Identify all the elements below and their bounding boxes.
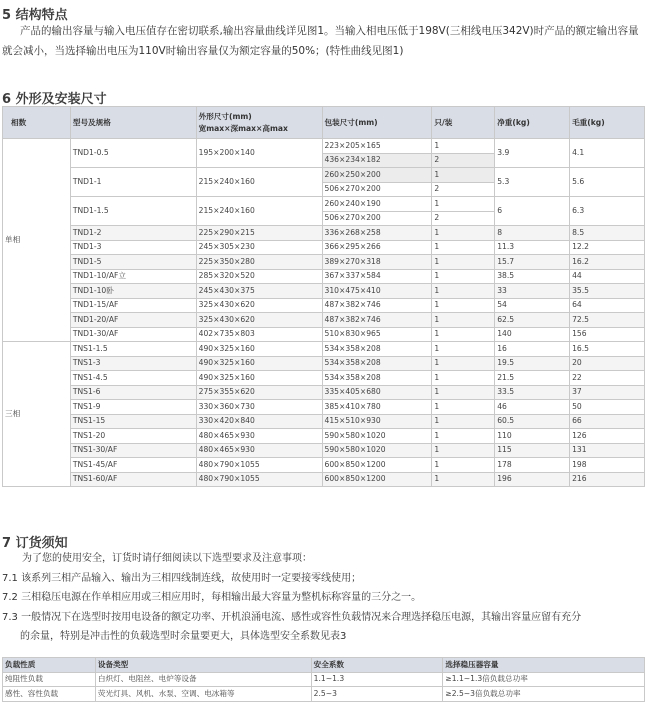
pack-cell: 590×580×1020 [322, 429, 432, 444]
pack-cell: 487×382×746 [322, 298, 432, 313]
dims-cell: 325×430×620 [196, 313, 322, 328]
dims-cell: 490×325×160 [196, 371, 322, 386]
qty-cell: 1 [432, 400, 495, 415]
model-cell: TND1-5 [70, 255, 196, 270]
net-cell: 38.5 [495, 269, 570, 284]
model-cell: TNS1-15 [70, 414, 196, 429]
section-5-title: 5 结构特点 [2, 8, 68, 23]
order-intro: 为了您的使用安全，订货时请仔细阅读以下选型要求及注意事项： [22, 553, 312, 564]
net-cell: 60.5 [495, 414, 570, 429]
gross-cell: 64 [570, 298, 645, 313]
safety-header-row [3, 658, 645, 673]
gross-cell: 20 [570, 356, 645, 371]
dims-cell: 330×420×840 [196, 414, 322, 429]
gross-cell: 35.5 [570, 284, 645, 299]
safety-row [3, 672, 645, 687]
net-cell: 196 [495, 472, 570, 487]
table-row [3, 400, 645, 415]
safety-cell: 纯阻性负载 [3, 672, 96, 687]
table-row [3, 443, 645, 458]
dims-cell: 480×465×930 [196, 429, 322, 444]
model-cell: TND1-10卧 [70, 284, 196, 299]
qty-cell: 2 [432, 182, 495, 197]
table-row [3, 458, 645, 473]
net-cell: 19.5 [495, 356, 570, 371]
pack-cell: 436×234×182 [322, 153, 432, 168]
table-row [3, 197, 645, 212]
pack-cell: 335×405×680 [322, 385, 432, 400]
table-row [3, 284, 645, 299]
qty-cell: 1 [432, 458, 495, 473]
dims-cell: 245×430×375 [196, 284, 322, 299]
model-cell: TND1-15/AF [70, 298, 196, 313]
safety-header-load: 负载性质 [3, 658, 96, 673]
qty-cell: 1 [432, 342, 495, 357]
model-cell: TNS1-6 [70, 385, 196, 400]
qty-cell: 1 [432, 197, 495, 212]
table-row [3, 385, 645, 400]
gross-cell: 72.5 [570, 313, 645, 328]
model-cell: TND1-30/AF [70, 327, 196, 342]
net-cell: 33.5 [495, 385, 570, 400]
header-pack: 包装尺寸(mm) [322, 107, 432, 139]
table-row [3, 240, 645, 255]
net-cell: 3.9 [495, 139, 570, 168]
net-cell: 21.5 [495, 371, 570, 386]
phase-cell: 三相 [3, 342, 71, 487]
table-row [3, 168, 645, 183]
model-cell: TNS1-9 [70, 400, 196, 415]
section-5-text: 产品的输出容量与输入电压值存在密切联系,输出容量曲线详见图1。当输入相电压低于198V(三相线电压342V)时产品的额定输出容量就会减小，当选择输出电压为110V时输出容量仅为额定容量的50%；(特性曲线见图1) [2, 25, 639, 57]
safety-cell: 感性、容性负载 [3, 687, 96, 702]
header-model: 型号及规格 [70, 107, 196, 139]
table-row [3, 255, 645, 270]
model-cell: TNS1-30/AF [70, 443, 196, 458]
pack-cell: 534×358×208 [322, 371, 432, 386]
section-6-title: 6 外形及安装尺寸 [2, 92, 107, 107]
pack-cell: 260×240×190 [322, 197, 432, 212]
header-dims-line2: 宽max×深max×高max [198, 123, 288, 133]
section-5-paragraph [2, 21, 642, 61]
dims-cell: 480×465×930 [196, 443, 322, 458]
model-cell: TND1-1 [70, 168, 196, 197]
dims-cell: 225×290×215 [196, 226, 322, 241]
qty-cell: 1 [432, 472, 495, 487]
safety-row [3, 687, 645, 702]
gross-cell: 156 [570, 327, 645, 342]
net-cell: 33 [495, 284, 570, 299]
qty-cell: 1 [432, 168, 495, 183]
pack-cell: 223×205×165 [322, 139, 432, 154]
pack-cell: 506×270×200 [322, 182, 432, 197]
qty-cell: 1 [432, 385, 495, 400]
model-cell: TNS1-20 [70, 429, 196, 444]
safety-cell: ≥2.5~3倍负载总功率 [443, 687, 645, 702]
pack-cell: 590×580×1020 [322, 443, 432, 458]
gross-cell: 66 [570, 414, 645, 429]
pack-cell: 385×410×780 [322, 400, 432, 415]
model-cell: TND1-3 [70, 240, 196, 255]
dims-cell: 325×430×620 [196, 298, 322, 313]
model-cell: TND1-10/AF立 [70, 269, 196, 284]
dims-cell: 480×790×1055 [196, 458, 322, 473]
model-cell: TNS1-45/AF [70, 458, 196, 473]
pack-cell: 600×850×1200 [322, 472, 432, 487]
phase-cell: 单相 [3, 139, 71, 342]
qty-cell: 1 [432, 284, 495, 299]
dims-cell: 245×305×230 [196, 240, 322, 255]
gross-cell: 8.5 [570, 226, 645, 241]
header-net: 净重(kg) [495, 107, 570, 139]
net-cell: 115 [495, 443, 570, 458]
gross-cell: 22 [570, 371, 645, 386]
gross-cell: 126 [570, 429, 645, 444]
net-cell: 16 [495, 342, 570, 357]
pack-cell: 534×358×208 [322, 342, 432, 357]
safety-cell: 1.1~1.3 [311, 672, 443, 687]
table-row [3, 429, 645, 444]
pack-cell: 534×358×208 [322, 356, 432, 371]
dims-cell: 225×350×280 [196, 255, 322, 270]
safety-header-capacity: 选择稳压器容量 [443, 658, 645, 673]
gross-cell: 6.3 [570, 197, 645, 226]
dims-cell: 195×200×140 [196, 139, 322, 168]
dims-cell: 285×320×520 [196, 269, 322, 284]
gross-cell: 16.2 [570, 255, 645, 270]
pack-cell: 310×475×410 [322, 284, 432, 299]
dims-cell: 480×790×1055 [196, 472, 322, 487]
order-item-7-3b: 的余量，特别是冲击性的负载选型时余量要更大，具体选型安全系数见表3 [20, 631, 347, 642]
header-dims [196, 107, 322, 139]
table-row [3, 356, 645, 371]
pack-cell: 366×295×266 [322, 240, 432, 255]
table-row [3, 472, 645, 487]
gross-cell: 37 [570, 385, 645, 400]
dims-cell: 330×360×730 [196, 400, 322, 415]
qty-cell: 1 [432, 139, 495, 154]
model-cell: TND1-1.5 [70, 197, 196, 226]
gross-cell: 5.6 [570, 168, 645, 197]
qty-cell: 1 [432, 298, 495, 313]
dimensions-header-row [3, 107, 645, 139]
table-row [3, 342, 645, 357]
qty-cell: 1 [432, 269, 495, 284]
net-cell: 15.7 [495, 255, 570, 270]
gross-cell: 131 [570, 443, 645, 458]
dims-cell: 275×355×620 [196, 385, 322, 400]
table-row [3, 371, 645, 386]
net-cell: 140 [495, 327, 570, 342]
header-gross: 毛重(kg) [570, 107, 645, 139]
safety-header-factor: 安全系数 [311, 658, 443, 673]
qty-cell: 1 [432, 371, 495, 386]
qty-cell: 1 [432, 313, 495, 328]
dims-cell: 215×240×160 [196, 168, 322, 197]
net-cell: 6 [495, 197, 570, 226]
pack-cell: 260×250×200 [322, 168, 432, 183]
net-cell: 8 [495, 226, 570, 241]
pack-cell: 510×830×965 [322, 327, 432, 342]
pack-cell: 487×382×746 [322, 313, 432, 328]
safety-cell: ≥1.1~1.3倍负载总功率 [443, 672, 645, 687]
gross-cell: 50 [570, 400, 645, 415]
qty-cell: 1 [432, 327, 495, 342]
safety-cell: 2.5~3 [311, 687, 443, 702]
table-row [3, 327, 645, 342]
gross-cell: 198 [570, 458, 645, 473]
model-cell: TNS1-3 [70, 356, 196, 371]
table-row [3, 313, 645, 328]
model-cell: TND1-20/AF [70, 313, 196, 328]
dims-cell: 490×325×160 [196, 356, 322, 371]
model-cell: TNS1-1.5 [70, 342, 196, 357]
safety-cell: 荧光灯具、风机、水泵、空调、电冰箱等 [95, 687, 311, 702]
dims-cell: 402×735×803 [196, 327, 322, 342]
gross-cell: 4.1 [570, 139, 645, 168]
order-item-7-1: 7.1 该系列三相产品输入、输出为三相四线制连线，故使用时一定要接零线使用； [2, 573, 362, 584]
table-row [3, 226, 645, 241]
header-phase: 相数 [3, 107, 71, 139]
dims-cell: 490×325×160 [196, 342, 322, 357]
safety-table [2, 657, 645, 702]
safety-cell: 白炽灯、电阻丝、电炉等设备 [95, 672, 311, 687]
qty-cell: 1 [432, 356, 495, 371]
pack-cell: 600×850×1200 [322, 458, 432, 473]
model-cell: TND1-0.5 [70, 139, 196, 168]
net-cell: 11.3 [495, 240, 570, 255]
pack-cell: 367×337×584 [322, 269, 432, 284]
net-cell: 178 [495, 458, 570, 473]
net-cell: 54 [495, 298, 570, 313]
qty-cell: 1 [432, 429, 495, 444]
pack-cell: 506×270×200 [322, 211, 432, 226]
model-cell: TNS1-60/AF [70, 472, 196, 487]
gross-cell: 44 [570, 269, 645, 284]
gross-cell: 12.2 [570, 240, 645, 255]
qty-cell: 1 [432, 226, 495, 241]
table-row [3, 139, 645, 154]
qty-cell: 1 [432, 255, 495, 270]
model-cell: TNS1-4.5 [70, 371, 196, 386]
table-row [3, 414, 645, 429]
net-cell: 110 [495, 429, 570, 444]
order-item-7-3a: 7.3 一般情况下在选型时按用电设备的额定功率、开机浪涌电流、感性或容性负载情况来合理选择稳压电源，其输出容量应留有充分 [2, 612, 582, 623]
gross-cell: 16.5 [570, 342, 645, 357]
qty-cell: 1 [432, 240, 495, 255]
pack-cell: 336×268×258 [322, 226, 432, 241]
table-row [3, 269, 645, 284]
net-cell: 62.5 [495, 313, 570, 328]
qty-cell: 1 [432, 414, 495, 429]
section-7-title: 7 订货须知 [2, 536, 68, 551]
header-dims-line1: 外形尺寸(mm) [198, 111, 252, 121]
order-item-7-2: 7.2 三相稳压电源在作单相应用或三相应用时，每相输出最大容量为整机标称容量的三分之一。 [2, 592, 422, 603]
gross-cell: 216 [570, 472, 645, 487]
qty-cell: 2 [432, 211, 495, 226]
dimensions-table [2, 106, 645, 487]
qty-cell: 2 [432, 153, 495, 168]
header-qty: 只/装 [432, 107, 495, 139]
pack-cell: 389×270×318 [322, 255, 432, 270]
net-cell: 46 [495, 400, 570, 415]
pack-cell: 415×510×930 [322, 414, 432, 429]
net-cell: 5.3 [495, 168, 570, 197]
qty-cell: 1 [432, 443, 495, 458]
safety-header-device: 设备类型 [95, 658, 311, 673]
table-row [3, 298, 645, 313]
dims-cell: 215×240×160 [196, 197, 322, 226]
model-cell: TND1-2 [70, 226, 196, 241]
